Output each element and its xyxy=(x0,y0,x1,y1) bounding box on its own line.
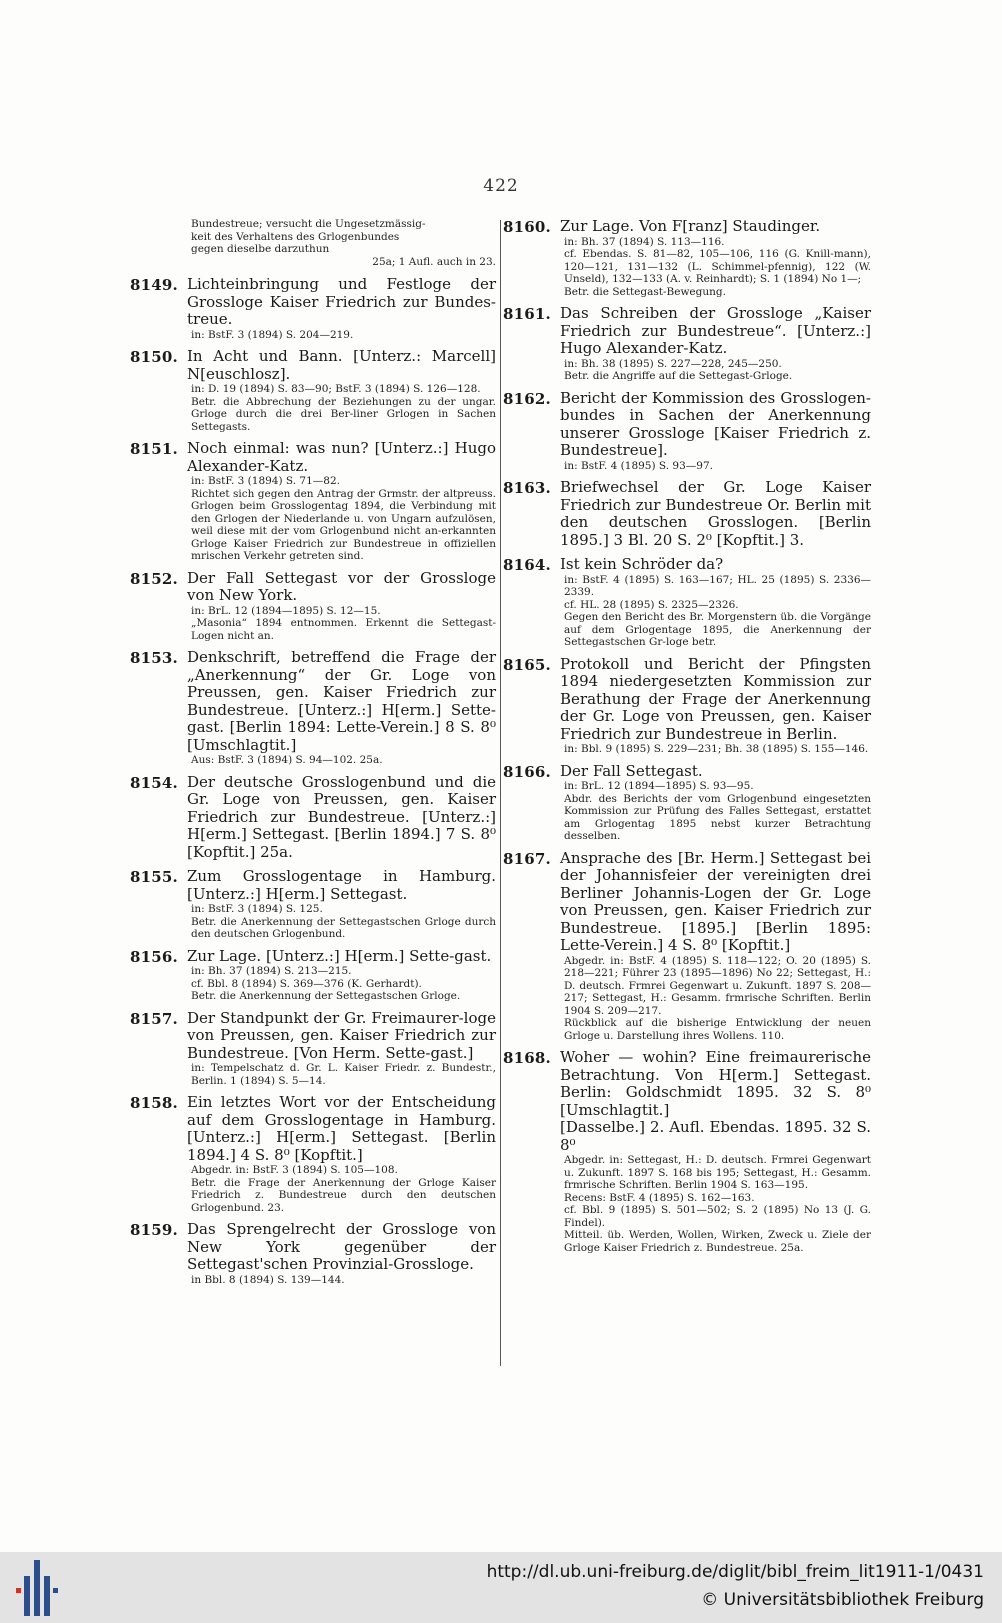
entry-number: 8166. xyxy=(503,762,551,781)
entry-title: Denkschrift, betreffend die Frage der „Anerkennung“ der Gr. Loge von Preussen, gen. Kaiser Friedrich zur Bundestreue. [Unterz.:] H[erm.] Sette-gast. [Berlin 1894: Lette-Verein.] 8 S. 8⁰ [Umschlagtit.] xyxy=(187,648,496,754)
entry-note: „Masonia“ 1894 entnommen. Erkennt die Settegast-Logen nicht an. xyxy=(191,617,496,642)
entry-note: Betr. die Anerkennung der Settegastschen Grloge. xyxy=(191,990,461,1002)
entry-8167 xyxy=(503,850,871,1043)
entry-number: 8168. xyxy=(503,1049,551,1067)
continuation-line: gegen dieselbe darzuthun xyxy=(191,243,330,255)
entry-note: Richtet sich gegen den Antrag der Grmstr. der altpreuss. Grlogen beim Grosslogentag 1894, die Verbindung mit den Grlogen der Niederlande u. von Ungarn aufzulösen, weil diese mit der vom Grlogenbund nicht an-erkannten Grloge Kaiser Friedrich zur Bundestreue in offiziellen mrischen Verkehr getreten sind. xyxy=(191,487,496,562)
entry-note: Betr. die Settegast-Bewegung. xyxy=(564,285,726,298)
entry-note: Abdr. des Berichts der vom Grlogenbund eingesetzten Kommission zur Prüfung des Falles Settegast, erstattet am Grlogentag 1895 nebst kurzer Betrachtung desselben. xyxy=(564,792,871,842)
entry-8153 xyxy=(130,649,496,767)
entry-8154 xyxy=(130,774,496,862)
left-column xyxy=(130,218,496,1293)
entry-note: in: BstF. 3 (1894) S. 71—82. xyxy=(191,475,340,487)
entry-note: Aus: BstF. 3 (1894) S. 94—102. 25a. xyxy=(191,754,383,766)
ub-freiburg-logo-icon[interactable] xyxy=(12,1558,64,1618)
continuation-line: 25a; 1 Aufl. auch in 23. xyxy=(372,255,496,268)
entry-8150 xyxy=(130,348,496,433)
entry-note: in: Tempelschatz d. Gr. L. Kaiser Friedr. z. Bundestr., Berlin. 1 (1894) S. 5—14. xyxy=(191,1062,496,1087)
entry-title: Ein letztes Wort vor der Entscheidung auf dem Grosslogentage in Hamburg. [Unterz.:] H[erm.] Settegast. [Berlin 1894.] 4 S. 8⁰ [Kopftit.] xyxy=(187,1093,496,1164)
entry-8164 xyxy=(503,556,871,649)
entry-number: 8153. xyxy=(130,649,178,667)
right-column xyxy=(503,218,871,1261)
entry-title: Lichteinbringung und Festloge der Grossloge Kaiser Friedrich zur Bundes-treue. xyxy=(187,275,496,328)
page-number: 422 xyxy=(483,176,519,196)
entry-note: cf. Bbl. 9 (1895) S. 501—502; S. 2 (1895) No 13 (J. G. Findel). xyxy=(564,1204,871,1229)
entry-note: in: BstF. 4 (1895) S. 163—167; HL. 25 (1895) S. 2336—2339. xyxy=(564,573,871,598)
entry-8168 xyxy=(503,1049,871,1254)
entry-8158 xyxy=(130,1094,496,1214)
entry-title: Das Schreiben der Grossloge „Kaiser Friedrich zur Bundestreue“. [Unterz.:] Hugo Alexander-Katz. xyxy=(560,304,871,357)
entry-note: in: BstF. 4 (1895) S. 93—97. xyxy=(564,459,713,472)
entry-note: in: BrL. 12 (1894—1895) S. 93—95. xyxy=(564,780,754,792)
entry-note: in: Bh. 38 (1895) S. 227—228, 245—250. xyxy=(564,357,782,370)
entry-number: 8152. xyxy=(130,569,178,588)
entry-title: Protokoll und Bericht der Pfingsten 1894 niedergesetzten Kommission zur Berathung der Frage der Anerkennung der Gr. Loge von Preussen, gen. Kaiser Friedrich zur Bundestreue in Berlin. xyxy=(560,654,871,743)
entry-number: 8160. xyxy=(503,218,551,236)
entry-number: 8154. xyxy=(130,773,178,792)
entry-note: Rückblick auf die bisherige Entwicklung der neuen Grloge u. Darstellung ihres Wollens. 110. xyxy=(564,1017,871,1042)
entry-8157 xyxy=(130,1010,496,1088)
entry-note: cf. Bbl. 8 (1894) S. 369—376 (K. Gerhardt). xyxy=(191,977,422,990)
continuation-line: Bundestreue; versucht die Ungesetzmässig- xyxy=(191,218,426,230)
entry-note: in Bbl. 8 (1894) S. 139—144. xyxy=(191,1273,345,1286)
entry-8155 xyxy=(130,868,496,941)
entry-title: Zum Grosslogentage in Hamburg. [Unterz.:] H[erm.] Settegast. xyxy=(187,867,496,903)
entry-note: in: Bh. 37 (1894) S. 113—116. xyxy=(564,235,725,248)
entry-note: Mitteil. üb. Werden, Wollen, Wirken, Zweck u. Ziele der Grloge Kaiser Friedrich z. Bundestreue. 25a. xyxy=(564,1229,871,1254)
entry-note: Recens: BstF. 4 (1895) S. 162—163. xyxy=(564,1191,755,1204)
entry-note: Betr. die Frage der Anerkennung der Grloge Kaiser Friedrich z. Bundestreue durch den deutschen Grlogenbund. 23. xyxy=(191,1176,496,1214)
entry-8166 xyxy=(503,763,871,843)
entry-number: 8162. xyxy=(503,389,551,408)
entry-title: Ansprache des [Br. Herm.] Settegast bei der Johannisfeier der vereinigten drei Berliner Johannis-Logen der Gr. Loge von Preussen, gen. Kaiser Friedrich zur Bundestreue. [1895.] [Berlin 1895: Lette-Verein.] 4 S. 8⁰ [Kopftit.] xyxy=(560,848,871,954)
entry-title: Bericht der Kommission des Grosslogen-bundes in Sachen der Anerkennung unserer Grossloge [Kaiser Friedrich z. Bundestreue]. xyxy=(560,388,871,459)
copyright-notice: © Universitätsbibliothek Freiburg xyxy=(701,1590,984,1610)
entry-8151 xyxy=(130,440,496,563)
entry-title: Der deutsche Grosslogenbund und die Gr. Loge von Preussen, gen. Kaiser Friedrich zur Bundestreue. [Unterz.:] H[erm.] Settegast. [Berlin 1894.] 7 S. 8⁰ [Kopftit.] 25a. xyxy=(187,772,496,861)
entry-8161 xyxy=(503,305,871,383)
entry-8163 xyxy=(503,479,871,549)
entry-8160 xyxy=(503,218,871,298)
entry-8159 xyxy=(130,1221,496,1286)
entry-number: 8161. xyxy=(503,305,551,323)
entry-number: 8165. xyxy=(503,655,551,674)
entry-title: Der Fall Settegast vor der Grossloge von New York. xyxy=(187,568,496,604)
entry-note: Betr. die Angriffe auf die Settegast-Grloge. xyxy=(564,370,793,382)
entry-note: in: Bbl. 9 (1895) S. 229—231; Bh. 38 (1895) S. 155—146. xyxy=(564,743,869,755)
entry-8165 xyxy=(503,656,871,756)
entry-title: Der Fall Settegast. xyxy=(560,761,703,780)
entry-note: cf. Ebendas. S. 81—82, 105—106, 116 (G. Knill-mann), 120—121, 131—132 (L. Schimmel-pfennig), 122 (W. Unseld), 132—133 (A. v. Reinhardt); S. 1 (1894) No 1—; xyxy=(564,248,871,285)
entry-note: Abgedr. in: BstF. 4 (1895) S. 118—122; O. 20 (1895) S. 218—221; Führer 23 (1895—1896) No 22; Settegast, H.: D. deutsch. Frmrei Gegenwart u. Zukunft. 1897 S. 208—217; Settegast, H.: Gesamm. frmrische Schriften. Berlin 1904 S. 209—217. xyxy=(564,954,871,1017)
entry-title: Zur Lage. Von F[ranz] Staudinger. xyxy=(560,217,821,235)
entry-number: 8149. xyxy=(130,276,178,294)
entry-note: in: BrL. 12 (1894—1895) S. 12—15. xyxy=(191,604,381,617)
entry-number: 8158. xyxy=(130,1094,178,1112)
entry-title-second-edition: [Dasselbe.] 2. Aufl. Ebendas. 1895. 32 S. 8⁰ xyxy=(560,1118,871,1154)
entry-8156 xyxy=(130,948,496,1003)
entry-note: cf. HL. 28 (1895) S. 2325—2326. xyxy=(564,598,739,611)
entry-8162 xyxy=(503,390,871,473)
continuation-line: keit des Verhaltens des Grlogenbundes xyxy=(191,230,400,243)
entry-number: 8156. xyxy=(130,947,178,966)
entry-title: Zur Lage. [Unterz.:] H[erm.] Sette-gast. xyxy=(187,946,492,965)
entry-title: Das Sprengelrecht der Grossloge von New York gegenüber der Settegast'schen Provinzial-Grossloge. xyxy=(187,1220,496,1273)
entry-note: Betr. die Anerkennung der Settegastschen Grloge durch den deutschen Grlogenbund. xyxy=(191,915,496,940)
entry-title: Briefwechsel der Gr. Loge Kaiser Friedrich zur Bundestreue Or. Berlin mit den deutschen Grosslogen. [Berlin 1895.] 3 Bl. 20 S. 2⁰ [Kopftit.] 3. xyxy=(560,478,871,549)
entry-title: In Acht und Bann. [Unterz.: Marcell] N[euschlosz]. xyxy=(187,347,496,383)
entry-8152 xyxy=(130,570,496,643)
entry-number: 8159. xyxy=(130,1221,178,1239)
entry-number: 8150. xyxy=(130,348,178,366)
continuation-text xyxy=(187,218,496,268)
document-url-link[interactable]: http://dl.ub.uni-freiburg.de/diglit/bibl_freim_lit1911-1/0431 xyxy=(486,1562,984,1582)
entry-title: Ist kein Schröder da? xyxy=(560,555,724,573)
entry-note: Abgedr. in: Settegast, H.: D. deutsch. Frmrei Gegenwart u. Zukunft. 1897 S. 168 bis 195; Settegast, H.: Gesamm. frmrische Schriften. Berlin 1904 S. 163—195. xyxy=(564,1154,871,1191)
entry-note: Gegen den Bericht des Br. Morgenstern üb. die Vorgänge auf dem Grlogentage 1895, die Anerkennung der Settegastschen Gr-loge betr. xyxy=(564,611,871,648)
entry-note: Betr. die Abbrechung der Beziehungen zu der ungar. Grloge durch die drei Ber-liner Grlogen in Sachen Settegasts. xyxy=(191,395,496,433)
entry-number: 8151. xyxy=(130,440,178,458)
entry-note: in: D. 19 (1894) S. 83—90; BstF. 3 (1894) S. 126—128. xyxy=(191,383,481,395)
entry-note: in: BstF. 3 (1894) S. 125. xyxy=(191,903,323,915)
entry-note: in: Bh. 37 (1894) S. 213—215. xyxy=(191,965,352,977)
entry-number: 8155. xyxy=(130,868,178,886)
entry-number: 8163. xyxy=(503,479,551,497)
entry-title: Woher — wohin? Eine freimaurerische Betrachtung. Von H[erm.] Settegast. Berlin: Goldschmidt 1895. 32 S. 8⁰ [Umschlagtit.] xyxy=(560,1048,871,1119)
footer-bar xyxy=(0,1552,1002,1623)
entry-8149 xyxy=(130,276,496,341)
entry-title: Noch einmal: was nun? [Unterz.:] Hugo Alexander-Katz. xyxy=(187,439,496,475)
entry-number: 8164. xyxy=(503,556,551,574)
entry-title: Der Standpunkt der Gr. Freimaurer-loge von Preussen, gen. Kaiser Friedrich zur Bundestreue. [Von Herm. Sette-gast.] xyxy=(187,1008,496,1062)
entry-number: 8167. xyxy=(503,849,551,868)
column-divider xyxy=(500,220,501,1366)
entry-number: 8157. xyxy=(130,1009,178,1028)
entry-note: Abgedr. in: BstF. 3 (1894) S. 105—108. xyxy=(191,1164,398,1176)
entry-note: in: BstF. 3 (1894) S. 204—219. xyxy=(191,328,354,341)
